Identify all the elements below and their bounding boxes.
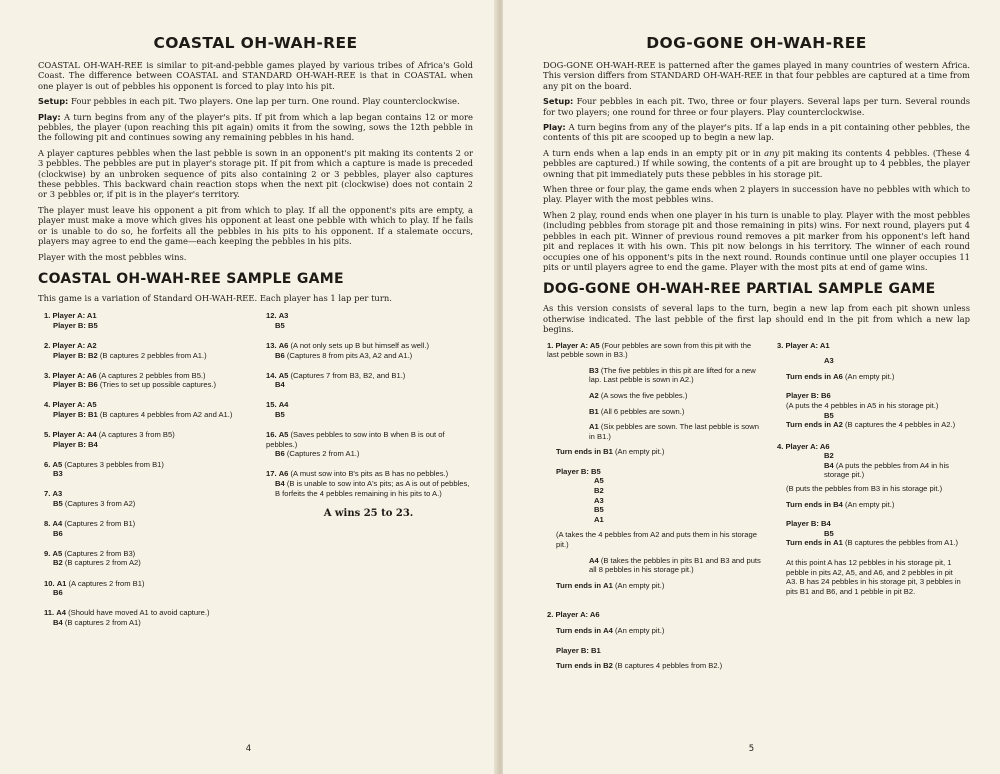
move-line-b [266,380,471,390]
play-text: A turn begins from any of the player's pits. If a lap ends in a pit containing other pebbles, the contents of this pit are scooped up to begin a new lap. [543,122,970,143]
move-b: Player B: B2 [53,350,98,360]
pit-label: B3 [589,365,599,375]
move-a: Player A: A4 [52,430,97,440]
turn-end-note: (An empty pit.) [844,499,895,509]
move-b: B5 [275,409,285,419]
move-b-note: (B captures 2 from A2) [64,558,141,568]
move-b-note: (Captures 2 from A1.) [286,449,360,459]
setup-label: Setup: [543,96,574,107]
move-line-a [44,371,266,381]
pit-note: (Six pebbles are sown. The last pebble is sown in B1.) [589,422,759,441]
pit-label: B5 [594,505,604,515]
move-entry [44,579,266,598]
move-number: 12. [266,311,277,321]
doggone-column-1 [543,341,763,677]
move-number: 6. [44,459,51,469]
move-a-note: (A captures 2 pebbles from B5.) [98,370,206,380]
player-b-a4 [547,556,763,575]
play-text: A turn begins from any of the player's pits. If pit from which a lap began contains 12 or more pebbles, the player (upon reaching this pit again) omits it from the sowing, sows the 12th pebble in the following pit and continues sowing any remaining pebbles in his hand. [38,111,473,143]
move-a: A1 [56,578,67,588]
setup-text: Four pebbles in each pit. Two, three or four players. Several laps per turn. Several rounds for two players; one round for three or four players. Play counterclockwise. [543,96,970,117]
doggone-sample-intro: As this version consists of several laps to the turn, begin a new lap from each pit shown unless otherwise indicated. The last pebble of the first lap should end in the pit from which a new lap begins. [543,303,970,335]
move-entry [44,519,266,538]
move-a: A5 [278,370,289,380]
move-line-b [44,351,266,361]
doggone-intro: DOG-GONE OH-WAH-REE is patterned after the games played in many countries of western Africa. This version differs from STANDARD OH-WAH-REE in that four pebbles are captured at a time from any pit on the board. [543,60,970,91]
move-a-note: (Saves pebbles to sow into B when B is out of pebbles.) [266,430,445,449]
move-number: 7. [44,489,51,499]
move-2-turn-end [547,626,763,636]
pit-label: A1 [589,422,599,432]
doggone-play [543,122,970,143]
move-4-turn-end [777,500,963,510]
move-b: B6 [275,350,285,360]
move-line-a [266,469,471,479]
move-a: Player A: A5 [52,400,97,410]
move-4-b4 [777,461,963,480]
move-1-head: 1. Player A: A5 [547,340,600,350]
move-line-b [44,321,266,331]
move-line-a [266,311,471,321]
turn-end-pit: A1 [833,538,843,548]
turn-end-pit: A2 [833,420,843,430]
move-number: 9. [44,548,51,558]
move-2b [547,646,763,656]
turn-ends-label: Turn ends in [786,499,831,509]
move-3-a3 [777,356,963,366]
page-number-left: 4 [245,744,252,754]
move-4b [777,519,963,529]
move-3-head: 3. Player A: A1 [777,340,830,350]
move-3b-note: (A puts the 4 pebbles in A5 in his storage pit.) [786,400,939,410]
setup-label: Setup: [38,96,69,107]
pit-label: B5 [824,528,834,538]
move-entry [44,311,266,330]
move-a: A5 [52,548,63,558]
move-line-b [44,380,266,390]
coastal-sample-intro: This game is a variation of Standard OH-WAH-REE. Each player has 1 lap per turn. [38,292,392,303]
move-4 [777,442,963,452]
pit-label: A5 [594,476,604,486]
move-a-note: (A captures 2 from B1) [68,578,145,588]
turn-end-pit: B1 [603,447,613,457]
move-b: Player B: B6 [53,380,98,390]
coastal-sample-title: COASTAL OH-WAH-REE SAMPLE GAME [38,270,344,287]
move-a: Player A: A6 [52,370,97,380]
coastal-intro: COASTAL OH-WAH-REE is similar to pit-and-pebble games played by various tribes of Africa's Gold Coast. The difference between COASTAL and STANDARD OH-WAH-REE is that in COASTAL when one player is out of pebbles his opponent is forced to play into his pit. [38,60,473,91]
move-a: A3 [52,489,63,499]
move-4-head: 4. Player A: A6 [777,441,830,451]
turn-end-text-b: pit making its contents 4 pebbles. (These 4 pebbles are captured.) If while sowing, the contents of a pit are brought up to 4 pebbles, the player owning that pit immediately puts these pebbles in his storage pit. [543,147,970,179]
player-b-turn-end [547,581,763,591]
turn-end-note: (An empty pit.) [614,447,665,457]
move-a-note: (Should have moved A1 to avoid capture.) [68,608,210,618]
pit-label: B2 [594,486,604,496]
page-left [0,0,497,774]
move-1-b3 [547,366,763,385]
turn-ends-label: Turn ends in [556,661,601,671]
move-1-a1 [547,422,763,441]
move-line-a [266,371,471,381]
move-a: A6 [278,469,289,479]
turn-end-note: (B captures the 4 pebbles in A2.) [844,420,956,430]
move-4b-b5 [777,529,963,539]
coastal-title: COASTAL OH-WAH-REE [153,34,358,52]
move-number: 3. [44,370,51,380]
move-3-turn-end [777,372,963,382]
pit-label: B5 [824,410,834,420]
turn-end-note: (B captures 4 pebbles from B2.) [614,661,723,671]
move-3b-b5 [777,411,963,421]
coastal-play [38,112,473,143]
move-entry [44,430,266,449]
move-number: 1. [44,311,51,321]
doggone-column-2 [763,341,963,677]
move-a-note: (Captures 2 from B1) [64,519,136,529]
move-number: 17. [266,469,277,479]
move-line-b [44,410,266,420]
doggone-sample-title: DOG-GONE OH-WAH-REE PARTIAL SAMPLE GAME [543,281,936,298]
game-summary: At this point A has 12 pebbles in his storage pit, 1 pebble in pits A2, A5, and A6, and 2 pebbles in pit A3. B has 24 pebbles in his storage pit, 3 pebbles in pits B1 and B6, and 1 pebble in pit B2. [786,558,961,596]
move-entry [266,400,471,419]
doggone-turn-end [543,148,970,179]
move-line-a [266,341,471,351]
moves-column-2-list [266,311,471,498]
move-1-a2 [547,391,763,401]
move-b: B3 [53,469,63,479]
move-b: Player B: B4 [53,439,98,449]
move-a-note: (A captures 3 from B5) [98,430,175,440]
turn-end-pit: A6 [833,371,843,381]
pit-note: (A puts the pebbles from A4 in his storage pit.) [824,460,949,480]
move-entry [266,430,471,459]
move-number: 2. [44,341,51,350]
pit-note: (All 6 pebbles are sown.) [600,406,685,416]
move-1-note: (Four pebbles are sown from this pit with the last pebble sown in B3.) [547,340,752,360]
move-b: B4 [275,380,285,390]
pit-label: A3 [594,495,604,505]
move-line-a [44,341,266,351]
coastal-setup [38,96,473,106]
move-line-a [44,519,266,529]
move-1-b1 [547,407,763,417]
move-line-b [266,449,471,459]
move-b: B5 [275,320,285,330]
move-entry [266,341,471,360]
move-line-a [44,579,266,589]
move-a: A6 [278,341,289,350]
move-line-b [44,440,266,450]
move-b-note: (B captures 4 pebbles from A2 and A1.) [99,409,233,419]
move-3b [777,391,963,401]
move-a-note: (Captures 3 pebbles from B1) [64,459,164,469]
turn-end-note: (B captures the pebbles from A1.) [844,538,959,548]
move-3b-turn-end [777,420,963,430]
coastal-capture: A player captures pebbles when the last pebble is sown in an opponent's pit making its contents 2 or 3 pebbles. The pebbles are put in player's storage pit. If pit from which a capture is made is preceded (clockwise) by an unbroken sequence of pits also containing 2 or 3 pebbles, player also captures these pebbles. This backward chain reaction stops when the next pit (clockwise) does not contain 2 or 3 pebbles or, if pit is in the player's territory. [38,147,473,200]
move-line-a [44,400,266,410]
move-4-b2 [777,451,963,461]
moves-column-2 [266,311,471,638]
move-line-a [44,430,266,440]
player-b-head: Player B: B5 [556,466,601,476]
move-line-b [266,321,471,331]
move-a: Player A: A2 [52,341,97,350]
move-number: 13. [266,341,277,350]
move-b: B2 [53,558,63,568]
move-b-note: (Tries to set up possible captures.) [99,380,217,390]
turn-ends-label: Turn ends in [556,447,601,457]
move-line-b [44,529,266,539]
move-line-a [44,549,266,559]
turn-end-pit: B2 [603,661,613,671]
move-b-note: (Captures 3 from A2) [64,499,136,509]
move-b: B6 [275,449,285,459]
move-line-a [44,460,266,470]
move-number: 16. [266,430,277,440]
move-entry [44,489,266,508]
move-1-turn-end [547,447,763,457]
turn-end-any: any [764,147,780,158]
move-line-b [266,410,471,420]
turn-ends-label: Turn ends in [556,580,601,590]
move-line-a [44,608,266,618]
pit-label: A4 [589,555,599,565]
move-line-a [266,430,471,449]
move-3b-head: Player B: B6 [786,391,831,401]
play-label: Play: [38,111,61,122]
move-b: B5 [53,499,63,509]
pit-label: B1 [589,406,599,416]
game-result: A wins 25 to 23. [323,507,414,519]
move-line-b [266,351,471,361]
move-b-note: (B captures 2 from A1) [64,617,141,627]
pit-note: (A sows the five pebbles.) [600,390,688,400]
doggone-three-four: When three or four play, the game ends when 2 players in succession have no pebbles with which to play. Player with the most pebbles wins. [543,184,970,205]
pit-note: (B takes the pebbles in pits B1 and B3 and puts all 8 pebbles in his storage pit.) [589,555,761,575]
move-number: 4. [44,400,51,410]
move-b: B4 [275,478,285,488]
turn-end-pit: A4 [603,626,613,635]
move-4b-turn-end [777,538,963,548]
move-line-a [266,400,471,410]
coastal-moves [38,311,473,638]
move-number: 5. [44,430,51,440]
move-b: B6 [53,528,63,538]
turn-end-note: (An empty pit.) [844,371,895,381]
move-line-b [44,499,266,509]
move-number: 14. [266,370,277,380]
move-a: A5 [278,430,289,440]
move-number: 15. [266,400,277,410]
move-b: B4 [53,617,63,627]
move-b-note: (B captures 2 pebbles from A1.) [99,350,207,360]
move-3 [777,341,963,351]
move-4-note: (B puts the pebbles from B3 in his storage pit.) [786,484,943,494]
pit-label: A3 [824,356,834,366]
move-entry [266,371,471,390]
coastal-win: Player with the most pebbles wins. [38,251,187,262]
pit-label: A1 [594,514,604,524]
move-line-a [44,489,266,499]
turn-ends-label: Turn ends in [786,420,831,430]
turn-end-pit: A1 [603,580,613,590]
move-a: Player A: A1 [52,311,97,321]
doggone-two-play: When 2 play, round ends when one player in his turn is unable to play. Player with the most pebbles (including pebbles from storage pit and those remaining in pits) wins. For next round, players put 4 pebbles in each pit. Winner of previous round removes a pit marker from his opponent's left hand pit and replaces it with his own. This pit now belongs in his territory. The winner of each round occupies one of his opponent's pits in the next round. Rounds continue until one player occupies 11 pits or until players agree to end the game. Player with the most pits at end of game wins. [543,209,970,272]
move-a: A4 [278,400,289,410]
move-a: A3 [278,311,289,321]
move-entry [44,371,266,390]
move-a-note: (A must sow into B's pits as B has no pebbles.) [290,469,449,479]
move-entry [266,311,471,330]
move-number: 8. [44,519,51,529]
move-2b-head: Player B: B1 [556,645,601,655]
doggone-setup [543,96,970,117]
move-b: B6 [53,588,63,598]
move-a: A4 [52,519,63,529]
move-line-b [44,469,266,479]
move-line-a [44,311,266,321]
turn-end-text-a: A turn ends when a lap ends in an empty pit or in [543,147,765,158]
move-a-note: (A not only sets up B but himself as well.) [290,341,429,350]
move-entry [44,341,266,360]
move-b: Player B: B5 [53,320,98,330]
turn-end-note: (An empty pit.) [614,626,665,635]
move-line-b [44,618,266,628]
player-b-move-1 [547,467,763,525]
move-1 [547,341,763,360]
turn-end-note: (An empty pit.) [614,580,665,590]
player-b-note: (A takes the 4 pebbles from A2 and puts them in his storage pit.) [556,530,757,550]
setup-text: Four pebbles in each pit. Two players. One lap per turn. One round. Play counterclockwise. [71,96,460,107]
move-number: 10. [44,578,55,588]
move-number: 11. [44,608,55,618]
move-a: A4 [56,608,66,618]
move-line-b [266,479,471,498]
pit-label: B4 [824,460,834,470]
move-2b-turn-end [547,661,763,671]
move-b-note: (B is unable to sow into A's pits; as A is out of pebbles, B forfeits the 4 pebbles remaining in his pits to A.) [275,478,470,498]
move-line-b [44,558,266,568]
move-b-note: (Captures 8 from pits A3, A2 and A1.) [286,350,413,360]
move-entry [44,549,266,568]
move-entry [266,469,471,498]
page-number-right: 5 [748,744,755,754]
pit-note: (The five pebbles in this pit are lifted for a new lap. Last pebble is sown in A2.) [589,365,756,385]
move-4b-head: Player B: B4 [786,519,831,529]
move-entry [44,460,266,479]
move-2-head: 2. Player A: A6 [547,610,600,620]
turn-ends-label: Turn ends in [786,371,831,381]
turn-ends-label: Turn ends in [786,538,831,548]
page-right [503,0,1000,774]
moves-column-1 [38,311,266,638]
turn-end-pit: B4 [833,499,843,509]
doggone-title: DOG-GONE OH-WAH-REE [646,34,867,52]
move-line-b [44,588,266,598]
move-b: Player B: B1 [53,409,98,419]
turn-ends-label: Turn ends in [556,626,601,635]
move-entry [44,608,266,627]
coastal-leave-pit: The player must leave his opponent a pit from which to play. If all the opponent's pits are empty, a player must make a move which gives his opponent at least one pebble with which to play. If he fails or is unable to do so, he forfeits all the pebbles in his pits to his opponent. If a stalemate occurs, players may agree to end the game—each keeping the pebbles in his pits. [38,204,473,247]
move-entry [44,400,266,419]
move-2 [547,610,763,620]
move-a-note: (Captures 2 from B3) [64,548,136,558]
pit-label: B2 [824,451,834,461]
play-label: Play: [543,122,566,133]
pit-label: A2 [589,390,599,400]
move-a: A5 [52,459,63,469]
move-a-note: (Captures 7 from B3, B2, and B1.) [290,370,406,380]
doggone-moves [543,341,970,677]
